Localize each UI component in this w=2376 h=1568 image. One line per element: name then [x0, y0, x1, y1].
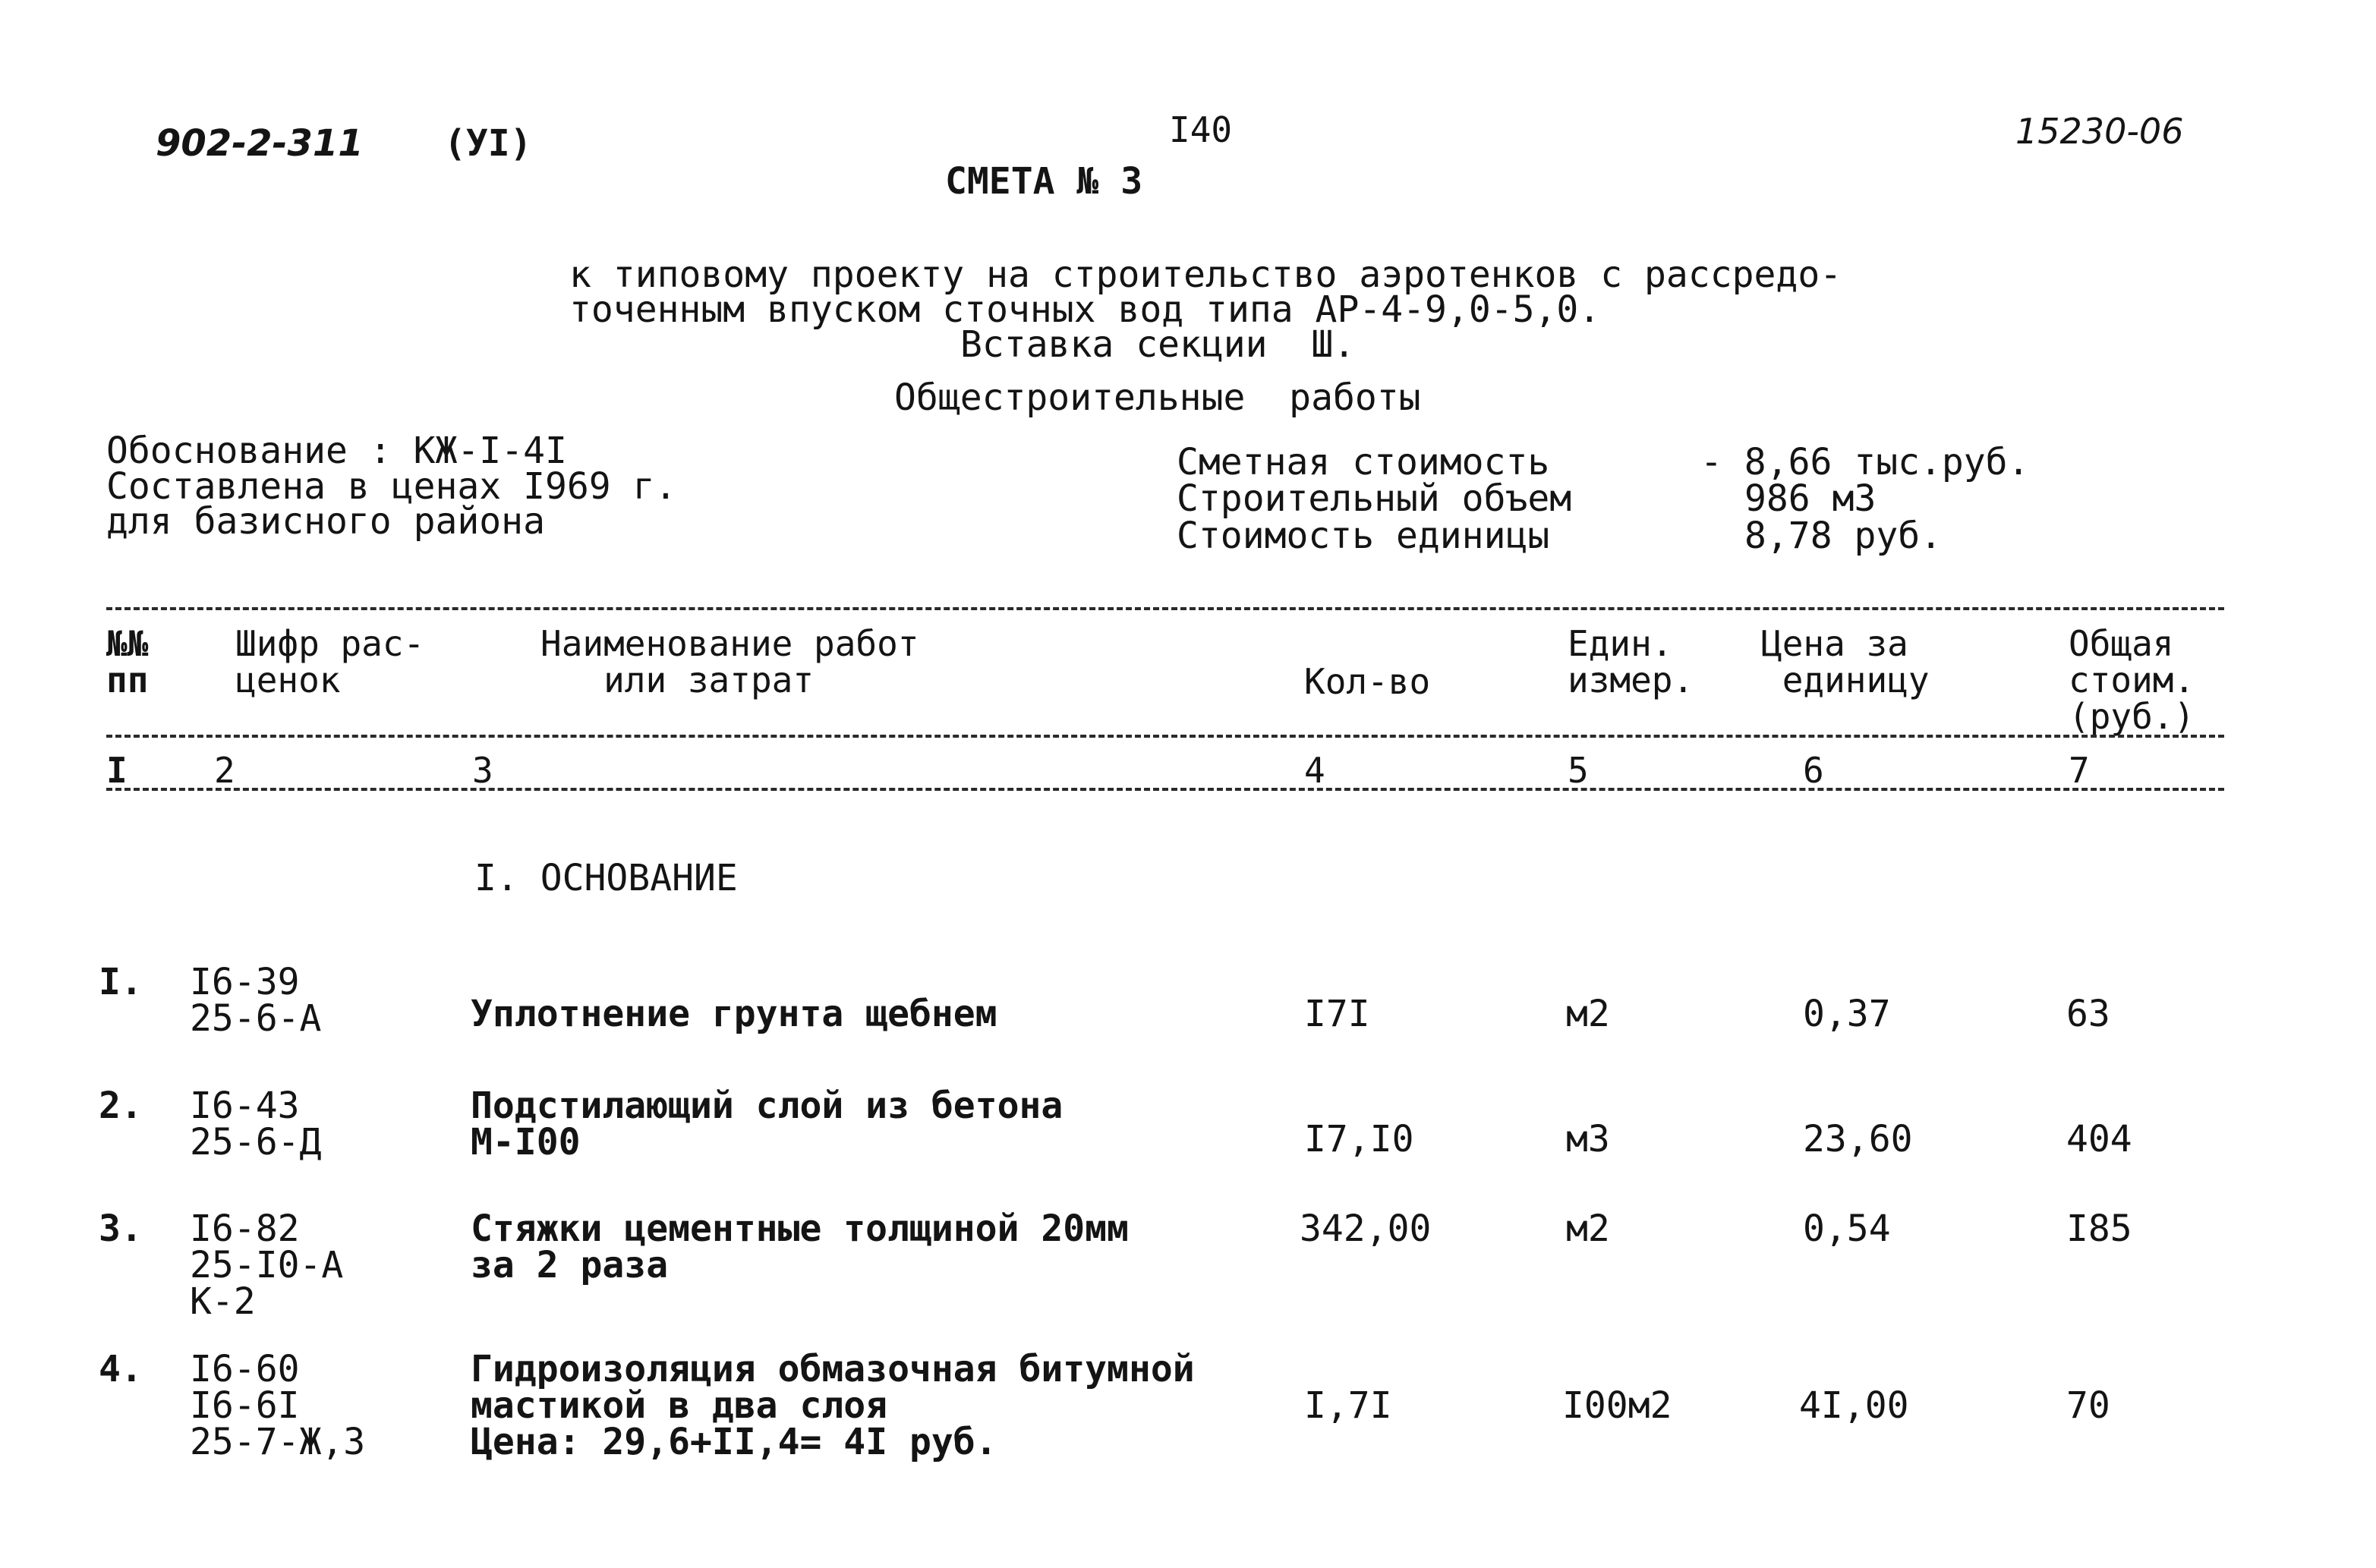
row-total: 63 [2066, 993, 2110, 1035]
estimate-title: СМЕТА № 3 [945, 160, 1143, 203]
summary-label-volume: Строительный объем [1177, 477, 1572, 520]
series-code: (УI) [444, 122, 532, 165]
table-top-rule [106, 607, 2224, 610]
header-unit: Един. измер. [1568, 623, 1694, 701]
summary-label-unit-cost: Стоимость единицы [1177, 515, 1550, 557]
section-heading: I. ОСНОВАНИЕ [474, 857, 738, 899]
row-price: 0,54 [1803, 1207, 1891, 1250]
header-quantity: Кол-во [1304, 661, 1431, 702]
section-title: Общестроительные работы [894, 376, 1421, 419]
row-name: Стяжки цементные толщиной 20мм за 2 раза [471, 1207, 1129, 1286]
summary-value-unit-cost: 8,78 руб. [1744, 515, 1943, 557]
document-code: 902-2-311 [156, 122, 364, 165]
subtitle-line-2: точенным впуском сточных вод типа АР-4-9,0-5,0. [569, 288, 1601, 331]
summary-value-volume: 986 м3 [1744, 477, 1877, 520]
header-bottom-rule [106, 735, 2224, 738]
row-code: I6-82 25-I0-А К-2 [190, 1207, 344, 1323]
summary-label-cost: Сметная стоимость [1177, 441, 1550, 483]
row-code: I6-43 25-6-Д [190, 1085, 322, 1163]
row-unit: м2 [1566, 993, 1610, 1035]
row-number: 2. [99, 1085, 143, 1127]
column-number-4: 4 [1304, 750, 1325, 791]
column-number-2: 2 [214, 750, 235, 791]
column-number-5: 5 [1568, 750, 1589, 791]
row-name: Уплотнение грунта щебнем [471, 993, 997, 1035]
basis-line-2: Составлена в ценах I969 г. [106, 465, 677, 508]
basis-line-3: для базисного района [106, 500, 545, 543]
row-price: 4I,00 [1799, 1384, 1909, 1427]
header-total: Общая стоим. (руб.) [2069, 623, 2195, 737]
column-number-3: 3 [472, 750, 493, 791]
header-number: №№ пп [106, 623, 149, 701]
row-price: 23,60 [1803, 1118, 1913, 1160]
column-number-1: I [106, 750, 128, 791]
row-quantity: 342,00 [1300, 1207, 1432, 1250]
header-price: Цена за единицу [1761, 623, 1930, 701]
row-price: 0,37 [1803, 993, 1891, 1035]
row-unit: м2 [1566, 1207, 1610, 1250]
column-number-6: 6 [1803, 750, 1824, 791]
row-total: I85 [2066, 1207, 2132, 1250]
row-number: I. [99, 961, 143, 1003]
row-quantity: I7,I0 [1304, 1118, 1414, 1160]
row-quantity: I,7I [1304, 1384, 1392, 1427]
row-name: Подстилающий слой из бетона М-I00 [471, 1085, 1064, 1163]
row-number: 4. [99, 1348, 143, 1390]
row-unit: м3 [1566, 1118, 1610, 1160]
basis-line-1: Обоснование : КЖ-I-4I [106, 430, 567, 472]
header-code: Шифр рас- ценок [235, 623, 425, 701]
column-number-7: 7 [2069, 750, 2090, 791]
row-code: I6-60 I6-6I 25-7-Ж,З [190, 1348, 366, 1463]
row-total: 404 [2066, 1118, 2132, 1160]
archive-number: 15230-06 [2015, 111, 2184, 152]
row-name: Гидроизоляция обмазочная битумной мастикой в два слоя Цена: 29,6+II,4= 4I руб. [471, 1348, 1195, 1463]
row-total: 70 [2066, 1384, 2110, 1427]
column-numbers-rule [106, 788, 2224, 791]
row-quantity: I7I [1304, 993, 1370, 1035]
row-code: I6-39 25-6-А [190, 961, 322, 1040]
page-number: I40 [1169, 109, 1233, 150]
row-unit: I00м2 [1562, 1384, 1672, 1427]
row-number: 3. [99, 1207, 143, 1250]
subtitle-line-1: к типовому проекту на строительство аэротенков с рассредо- [569, 253, 1842, 296]
subtitle-line-3: Вставка секции Ш. [960, 323, 1356, 366]
header-name: Наименование работ или затрат [540, 623, 919, 701]
summary-value-cost: - 8,66 тыс.руб. [1700, 441, 2030, 483]
